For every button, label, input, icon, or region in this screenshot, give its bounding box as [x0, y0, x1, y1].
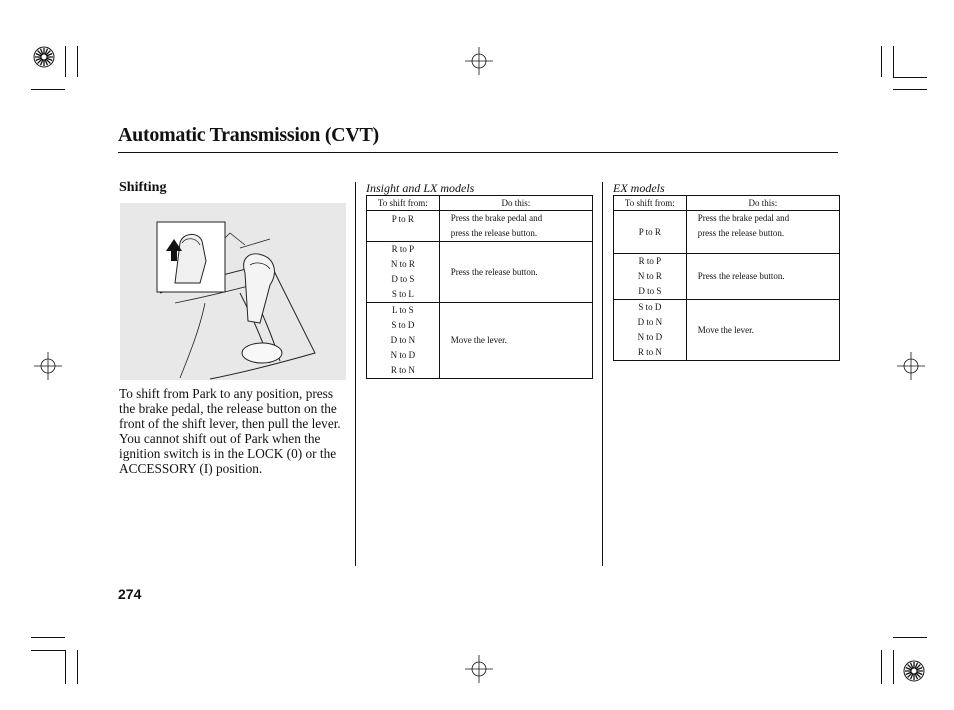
from-value: R to P [638, 256, 662, 266]
from-value: D to S [391, 274, 415, 284]
from-value: L to S [392, 305, 414, 315]
from-value: R to P [391, 244, 415, 254]
from-value: N to D [637, 332, 663, 342]
header-do: Do this: [686, 196, 839, 211]
crosshair-mark-icon [465, 47, 493, 75]
table-row [614, 211, 840, 254]
shift-table-insight-lx [366, 195, 593, 379]
body-paragraph: To shift from Park to any position, press the brake pedal, the release button on the front of the shift lever, then pull the lever. You cannot shift out of Park when the ignition switch is in the LOCK (0) or the ACCESSORY (I) position. [119, 386, 341, 476]
instruction-text: press the release button. [450, 228, 538, 238]
from-value: S to D [638, 302, 662, 312]
header-do: Do this: [439, 196, 592, 211]
instruction-text: Press the release button. [450, 266, 538, 277]
table-caption-insight-lx: Insight and LX models [366, 181, 475, 195]
from-value: N to R [637, 271, 662, 281]
from-value: P to R [638, 226, 661, 237]
from-value: S to D [391, 320, 415, 330]
column-divider [602, 182, 603, 566]
from-value: S to L [391, 289, 414, 299]
page-title: Automatic Transmission (CVT) [118, 124, 379, 146]
title-rule [118, 152, 838, 153]
crosshair-mark-icon [897, 352, 925, 380]
from-value: R to N [390, 365, 415, 375]
shift-lever-illustration-icon [120, 203, 346, 380]
registration-mark-icon [33, 46, 55, 68]
table-row [367, 211, 593, 242]
registration-mark-icon [903, 660, 925, 682]
from-value: P to R [391, 214, 414, 224]
table-row [614, 254, 840, 300]
crosshair-mark-icon [465, 655, 493, 683]
header-from: To shift from: [367, 196, 440, 211]
section-heading: Shifting [119, 180, 167, 195]
shift-table-ex [613, 195, 840, 361]
header-from: To shift from: [614, 196, 687, 211]
shift-lever-figure [120, 203, 346, 380]
column-divider [355, 182, 356, 566]
instruction-text: press the release button. [697, 228, 785, 238]
instruction-text: Press the release button. [697, 271, 785, 281]
table-row [614, 300, 840, 361]
from-value: N to D [390, 350, 416, 360]
instruction-text: Press the brake pedal and [697, 213, 790, 223]
crosshair-mark-icon [34, 352, 62, 380]
instruction-text: Move the lever. [450, 335, 507, 345]
from-value: N to R [390, 259, 415, 269]
from-value: D to N [390, 335, 416, 345]
table-row [367, 303, 593, 379]
table-caption-ex: EX models [613, 181, 665, 195]
page-number: 274 [118, 586, 142, 602]
table-header-row [367, 196, 593, 211]
from-value: D to N [637, 317, 663, 327]
table-header-row [614, 196, 840, 211]
from-value: R to N [637, 347, 662, 357]
from-value: D to S [638, 286, 662, 296]
instruction-text: Press the brake pedal and [450, 213, 543, 223]
table-row [367, 242, 593, 303]
instruction-text: Move the lever. [697, 324, 754, 335]
